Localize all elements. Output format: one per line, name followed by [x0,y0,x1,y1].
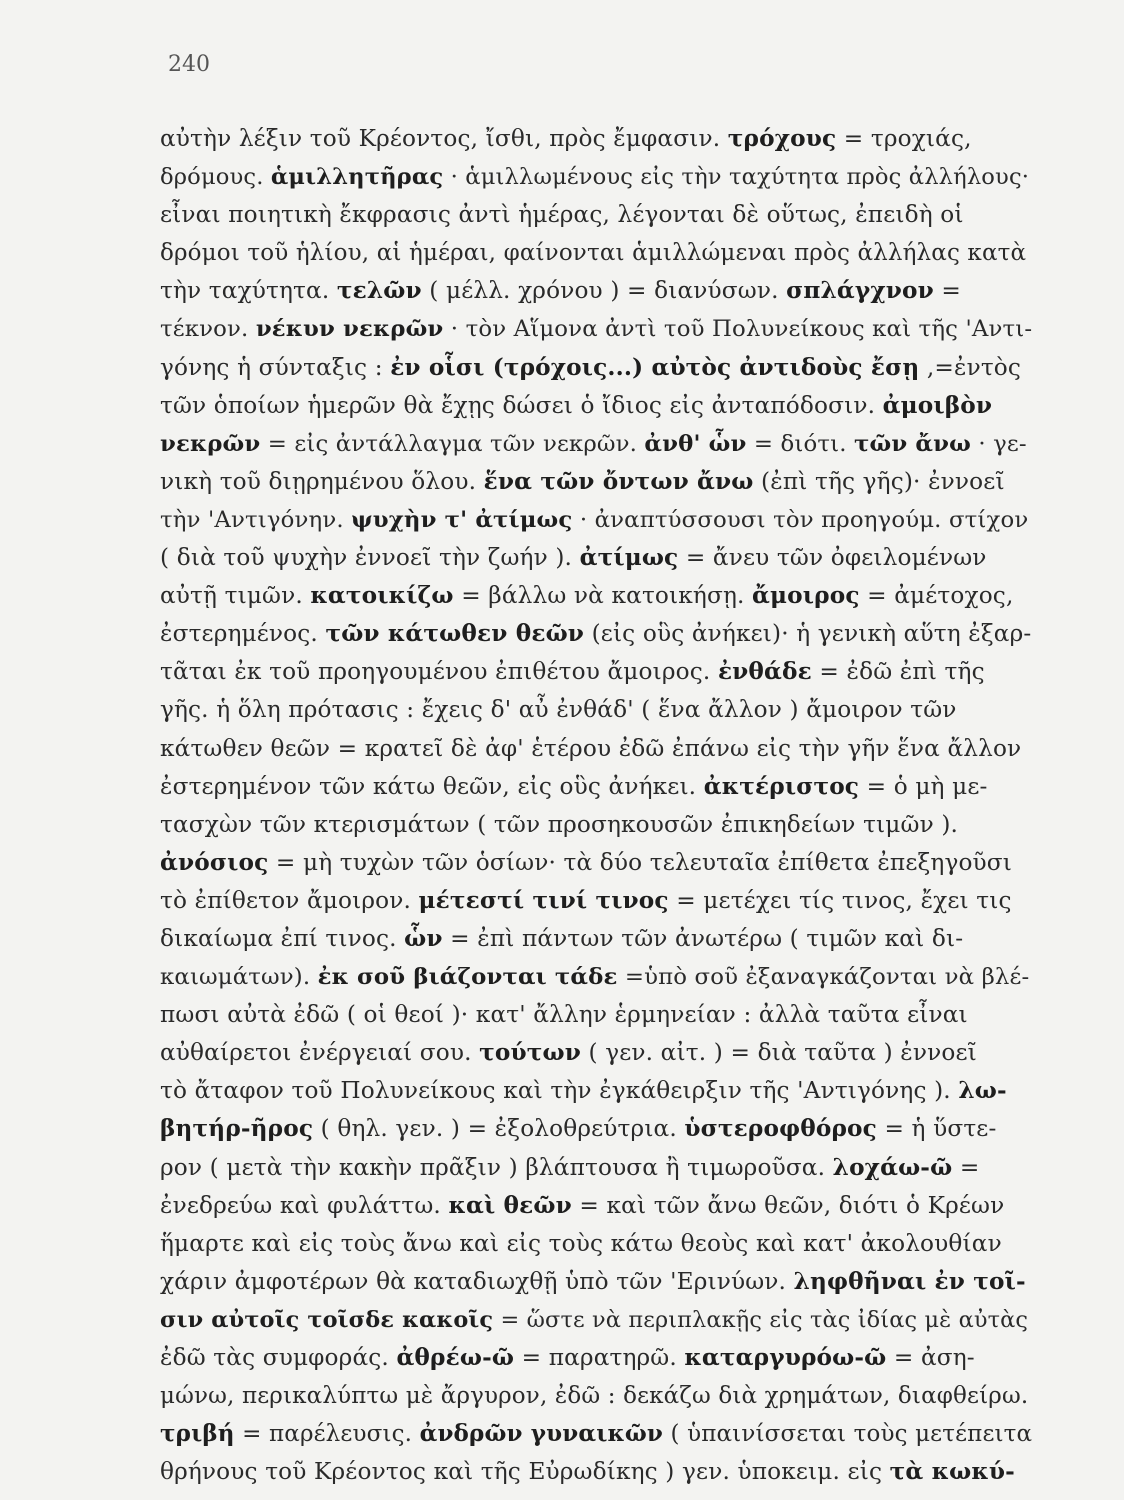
headword: μέτεστί τινί τινος [418,886,669,914]
gloss-text: = παρατηρῶ. [514,1344,685,1371]
text-line [160,691,1032,729]
headword: λω- [958,1077,1007,1105]
gloss-text: = ἐδῶ ἐπὶ τῆς [811,658,985,686]
gloss-text: τασχὼν τῶν κτερισμάτων ( τῶν προσηκουσῶν ἐπικηδείων τιμῶν ). [160,810,959,838]
gloss-text: = παρέλευσις. [234,1421,420,1448]
text-line [160,1415,1032,1453]
gloss-text: αὐθαίρετοι ἐνέργειαί σου. [160,1039,480,1067]
headword: κατοικίζω [310,582,454,610]
text-line [160,1110,1032,1148]
gloss-text: = εἰς ἀντάλλαγμα τῶν νεκρῶν. [260,430,645,457]
gloss-text: = ἀση- [886,1344,975,1371]
text-line [160,920,1032,958]
gloss-text: τέκνον. [160,316,256,343]
headword: νέκυν νεκρῶν [255,316,444,343]
text-line [160,1187,1032,1225]
gloss-text: (εἰς οὓς ἀνήκει)· ἡ γενικὴ αὕτη ἐξαρ- [584,620,1032,648]
text-line [160,349,1032,387]
text-line [160,1225,1032,1263]
gloss-text: ( θηλ. γεν. ) = ἐξολοθρεύτρια. [313,1115,685,1143]
page-number: 240 [168,52,210,77]
text-line [160,1339,1032,1377]
headword: ἀνθ' ὧν [644,430,747,457]
headword: ὧν [404,924,443,952]
gloss-text: = [952,1153,980,1181]
headword: τρόχους [727,125,837,152]
text-line [160,806,1032,844]
headword: τελῶν [336,277,422,305]
gloss-text: πωσι αὐτὰ ἐδῶ ( οἱ θεοί )· κατ' ἄλλην ἑρμηνείαν : ἀλλὰ ταῦτα εἶναι [160,1001,968,1029]
gloss-text: τὸ ἐπίθετον ἄμοιρον. [160,886,419,914]
gloss-text: ,=ἐντὸς [919,353,1022,381]
gloss-text: =ὑπὸ σοῦ ἐξαναγκάζονται νὰ βλέ- [617,964,1030,991]
gloss-text: = μὴ τυχὼν τῶν ὁσίων· τὰ δύο τελευταῖα ἐπίθετα ἐπεξηγοῦσι [268,848,1013,876]
text-line [160,196,1032,234]
gloss-text: (ἐπὶ τῆς γῆς)· ἐννοεῖ [753,467,1005,495]
headword: τριβή [160,1420,235,1448]
headword: βητήρ-ῆρος [160,1115,314,1143]
gloss-text: · γε- [970,430,1027,457]
headword: τὰ κωκύ- [889,1458,1015,1486]
gloss-text: = καὶ τῶν ἄνω θεῶν, διότι ὁ Κρέων [571,1191,1005,1219]
text-line [160,120,1032,158]
gloss-text: τὸ ἄταφον τοῦ Πολυνείκους καὶ τὴν ἐγκάθειρξιν τῆς 'Αντιγόνης ). [160,1077,959,1105]
gloss-text: · ἀναπτύσσουσι τὸν προηγούμ. στίχον [572,506,1029,533]
text-line [160,463,1032,501]
gloss-text: = ἐπὶ πάντων τῶν ἀνωτέρω ( τιμῶν καὶ δι- [442,924,964,952]
gloss-text: ἐστερημένος. [160,620,326,648]
gloss-text: αὐτῇ τιμῶν. [160,582,311,610]
gloss-text: μώνω, περικαλύπτω μὲ ἄργυρον, ἐδῶ : δεκάζω διὰ χρημάτων, διαφθείρω. [160,1383,1029,1410]
text-line [160,653,1032,691]
headword: νεκρῶν [160,430,261,457]
text-line [160,501,1032,539]
text-line [160,1301,1032,1339]
gloss-text: ( ὑπαινίσσεται τοὺς μετέπειτα [663,1421,1032,1448]
text-line [160,958,1032,996]
headword: ἀτίμως [579,544,679,572]
gloss-text: τῶν ὁποίων ἡμερῶν θὰ ἔχῃς δώσει ὁ ἴδιος εἰς ἀνταπόδοσιν. [160,391,883,419]
gloss-text: ἐδῶ τὰς συμφοράς. [160,1344,397,1371]
gloss-text: τὴν 'Αντιγόνην. [160,506,352,533]
text-line [160,1034,1032,1072]
gloss-text: = [933,277,961,305]
text-line [160,1377,1032,1415]
headword: ἀθρέω-ῶ [396,1344,515,1371]
gloss-text: δρόμους. [160,164,271,191]
gloss-text: χάριν ἀμφοτέρων θὰ καταδιωχθῇ ὑπὸ τῶν 'Ερινύων. [160,1267,794,1295]
gloss-text: = ἀμέτοχος, [859,582,1014,610]
headword: τῶν ἄνω [854,430,971,457]
text-line [160,844,1032,882]
gloss-text: θρήνους τοῦ Κρέοντος καὶ τῆς Εὐρωδίκης ) γεν. ὑποκειμ. εἰς [160,1458,890,1486]
gloss-text: τὴν ταχύτητα. [160,277,337,305]
headword: ἁμιλλητῆρας [270,164,444,191]
gloss-text: ρον ( μετὰ τὴν κακὴν πρᾶξιν ) βλάπτουσα ἢ τιμωροῦσα. [160,1153,833,1181]
headword: ὑστεροφθόρος [684,1115,877,1143]
text-line [160,615,1032,653]
text-line [160,310,1032,348]
headword: καὶ θεῶν [448,1191,572,1219]
text-line [160,272,1032,310]
headword: ἕνα τῶν ὄντων ἄνω [483,467,754,495]
text-line [160,768,1032,806]
headword: ἀνόσιος [160,848,269,876]
text-line [160,577,1032,615]
commentary-text [160,120,1032,1491]
gloss-text: αὐτὴν λέξιν τοῦ Κρέοντος, ἴσθι, πρὸς ἔμφασιν. [160,125,728,152]
text-line [160,1263,1032,1301]
gloss-text: ἥμαρτε καὶ εἰς τοὺς ἄνω καὶ εἰς τοὺς κάτω θεοὺς καὶ κατ' ἀκολουθίαν [160,1229,1002,1257]
text-line [160,425,1032,463]
gloss-text: τᾶται ἐκ τοῦ προηγουμένου ἐπιθέτου ἄμοιρος. [160,658,718,686]
text-line [160,539,1032,577]
text-line [160,234,1032,272]
headword: τῶν κάτωθεν θεῶν [325,620,585,648]
gloss-text: · τὸν Αἵμονα ἀντὶ τοῦ Πολυνείκους καὶ τῆς 'Αντι- [443,316,1032,343]
gloss-text: = μετέχει τίς τινος, ἔχει τις [668,886,1012,914]
gloss-text: δρόμοι τοῦ ἡλίου, αἱ ἡμέραι, φαίνονται ἁμιλλώμεναι πρὸς ἀλλήλας κατὰ [160,240,1027,267]
text-line [160,158,1032,196]
gloss-text: · ἁμιλλωμένους εἰς τὴν ταχύτητα πρὸς ἀλλήλους· [443,164,1030,191]
gloss-text: = ὥστε νὰ περιπλακῇς εἰς τὰς ἰδίας μὲ αὐτὰς [493,1306,1029,1333]
gloss-text: ( μέλλ. χρόνου ) = διανύσων. [421,277,787,305]
headword: σπλάγχνον [786,277,934,305]
text-line [160,1072,1032,1110]
gloss-text: ( διὰ τοῦ ψυχὴν ἐννοεῖ τὴν ζωήν ). [160,544,580,572]
gloss-text: = ἡ ὕστε- [876,1115,997,1143]
headword: ἐκ σοῦ βιάζονται τάδε [317,964,618,991]
headword: ἐν οἷσι (τρόχοις...) αὐτὸς ἀντιδοὺς ἔσῃ [390,353,920,381]
gloss-text: καιωμάτων). [160,964,318,991]
gloss-text: ἐνεδρεύω καὶ φυλάττω. [160,1191,449,1219]
gloss-text: κάτωθεν θεῶν = κρατεῖ δὲ ἀφ' ἑτέρου ἐδῶ ἐπάνω εἰς τὴν γῆν ἕνα ἄλλον [160,734,1022,762]
gloss-text: εἶναι ποιητικὴ ἔκφρασις ἀντὶ ἡμέρας, λέγονται δὲ οὕτως, ἐπειδὴ οἱ [160,201,964,229]
text-line [160,387,1032,425]
text-line [160,1149,1032,1187]
gloss-text: νικὴ τοῦ διῃρημένου ὅλου. [160,467,484,495]
headword: σιν αὐτοῖς τοῖσδε κακοῖς [160,1306,494,1333]
gloss-text: = ἄνευ τῶν ὀφειλομένων [678,544,987,572]
headword: ἀνδρῶν γυναικῶν [419,1420,664,1448]
gloss-text: = τροχιάς, [836,125,972,152]
gloss-text: γῆς. ἡ ὅλη πρότασις : ἔχεις δ' αὖ ἐνθάδ' ( ἕνα ἄλλον ) ἄμοιρον τῶν [160,696,957,724]
text-line [160,996,1032,1034]
text-line [160,882,1032,920]
gloss-text: δικαίωμα ἐπί τινος. [160,924,405,952]
headword: ληφθῆναι ἐν τοῖ- [793,1267,1026,1295]
headword: ἀκτέριστος [703,772,860,800]
headword: ἐνθάδε [717,658,812,686]
text-line [160,1453,1032,1491]
gloss-text: ἐστερημένον τῶν κάτω θεῶν, εἰς οὓς ἀνήκει. [160,772,704,800]
gloss-text: = ὁ μὴ με- [859,772,988,800]
gloss-text: = βάλλω νὰ κατοικήσῃ. [453,582,753,610]
gloss-text: = διότι. [746,430,855,457]
headword: ἄμοιρος [752,582,860,610]
headword: καταργυρόω-ῶ [684,1344,887,1371]
gloss-text: ( γεν. αἰτ. ) = διὰ ταῦτα ) ἐννοεῖ [580,1039,977,1067]
headword: λοχάω-ῶ [832,1153,953,1181]
headword: ψυχὴν τ' ἀτίμως [351,506,573,533]
headword: τούτων [479,1039,581,1067]
headword: ἀμοιβὸν [882,391,993,419]
gloss-text: γόνης ἡ σύνταξις : [160,353,391,381]
text-line [160,730,1032,768]
